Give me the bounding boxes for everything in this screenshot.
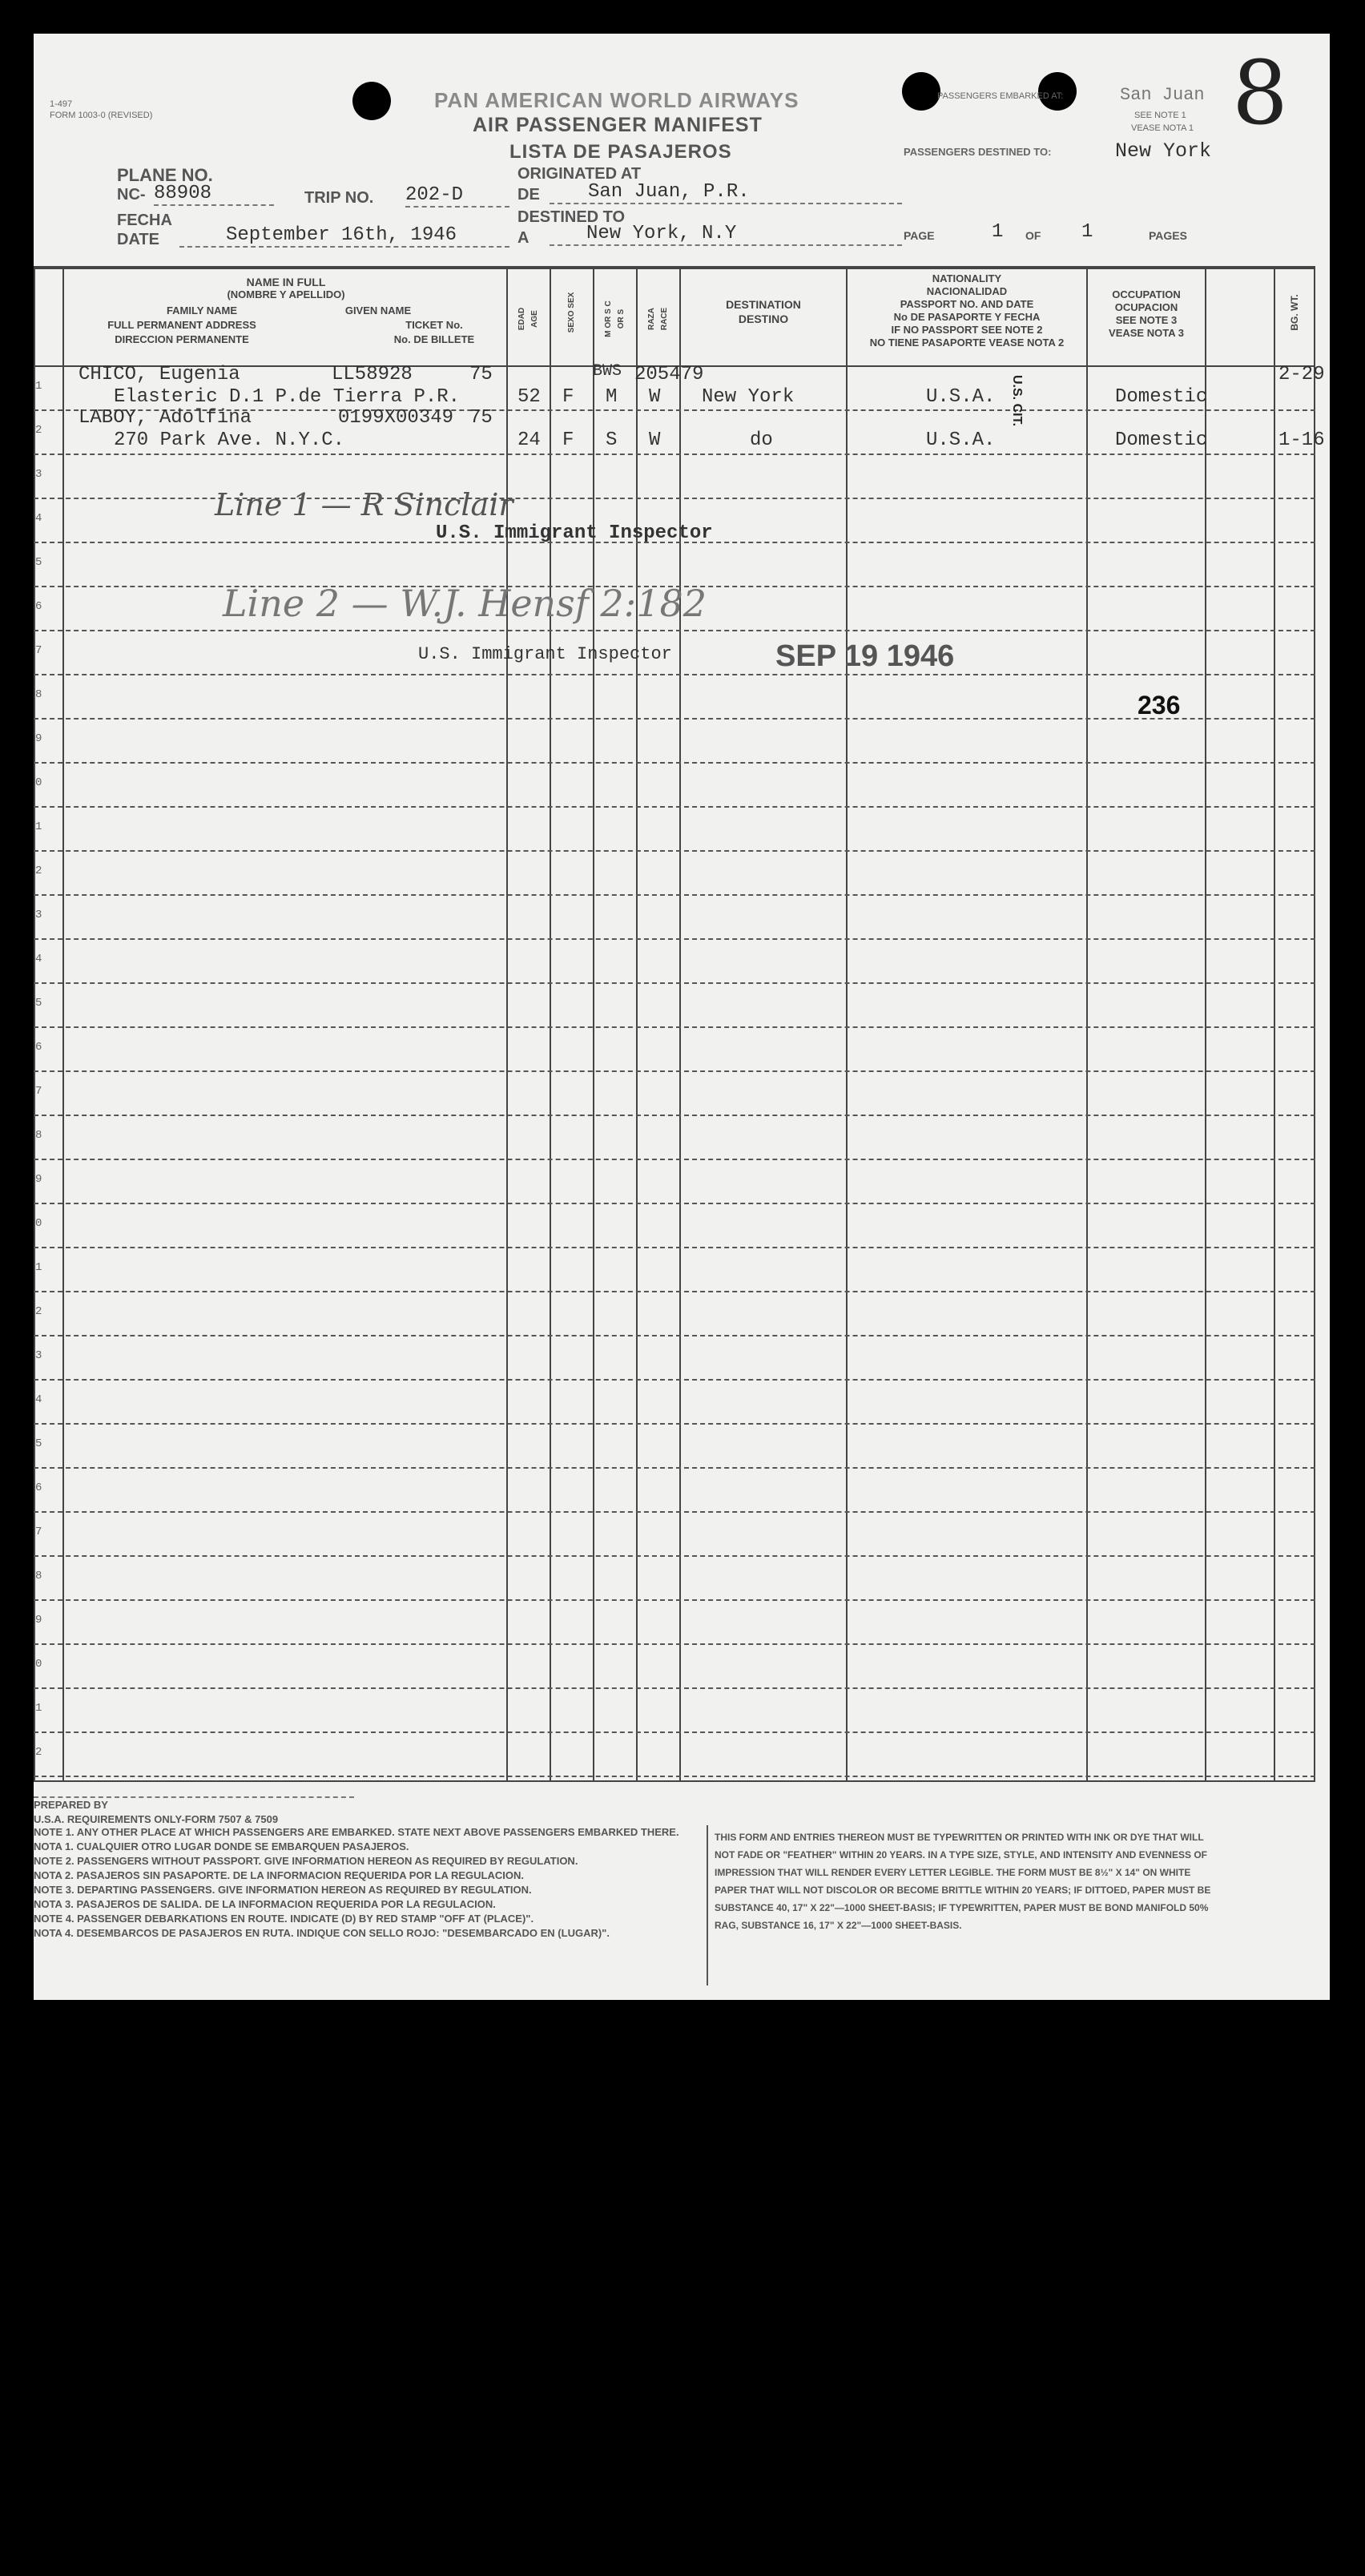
nota2: NOTA 2. PASAJEROS SIN PASAPORTE. DE LA INFORMACION REQUERIDA POR LA REGULACION. — [34, 1869, 525, 1881]
row-number: 5 — [35, 556, 42, 569]
row-divider — [34, 1511, 1315, 1513]
col-nota2: NO TIENE PASAPORTE VEASE NOTA 2 — [869, 337, 1065, 349]
date-stamp: SEP 19 1946 — [775, 639, 955, 673]
see-note: SEE NOTE 1 — [1134, 111, 1186, 120]
citizen-stamp: U.S. CIT. — [1010, 375, 1024, 427]
row-number: 5 — [35, 1437, 42, 1450]
number-stamp: 236 — [1138, 691, 1181, 720]
p2-fare: 75 — [469, 407, 493, 429]
col-pasaporte: No DE PASAPORTE Y FECHA — [893, 311, 1041, 323]
row-divider — [34, 1070, 1315, 1072]
p1-number: 205479 — [634, 364, 704, 385]
row-divider — [34, 762, 1315, 764]
row-number: 9 — [35, 732, 42, 745]
row-divider — [34, 1555, 1315, 1557]
inspector2-stamp: U.S. Immigrant Inspector — [418, 644, 672, 664]
col-note2: IF NO PASSPORT SEE NOTE 2 — [891, 324, 1043, 336]
punch-hole — [352, 82, 391, 120]
row-number: 8 — [35, 688, 42, 701]
row-divider — [34, 1731, 1315, 1733]
row-divider — [34, 454, 1315, 455]
row-number: 0 — [35, 776, 42, 789]
col-age: EDAD AGE — [517, 307, 539, 331]
a-label: A — [517, 229, 529, 247]
row-number: 0 — [35, 1217, 42, 1230]
col-ticket: TICKET No. — [405, 319, 463, 331]
embarked-label: PASSENGERS EMBARKED AT: — [937, 91, 1064, 101]
col-bg: BG. WT. — [1289, 294, 1300, 331]
originated-label: ORIGINATED AT — [517, 165, 642, 183]
destined-to-label: DESTINED TO — [517, 208, 626, 226]
prepared-by: PREPARED BY — [34, 1796, 354, 1812]
row-number: 4 — [35, 512, 42, 525]
col-sex: SEXO SEX — [567, 292, 576, 333]
col-passport: PASSPORT NO. AND DATE — [900, 298, 1034, 310]
plane-label: PLANE NO. — [117, 165, 213, 185]
originated-value: San Juan, P.R. — [550, 181, 902, 204]
row-divider — [34, 850, 1315, 852]
p1-nationality: U.S.A. — [926, 386, 996, 408]
row-number: 3 — [35, 909, 42, 921]
p2-name: LABOY, Adolfina — [79, 407, 252, 429]
nota4: NOTA 4. DESEMBARCOS DE PASAJEROS EN RUTA. INDIQUE CON SELLO ROJO: "DESEMBARCADO EN (LUGAR)". — [34, 1927, 610, 1939]
form-code: 1-497 — [50, 99, 73, 109]
destined-to-value: New York, N.Y — [550, 223, 902, 246]
p1-code: BWS — [593, 362, 622, 381]
page-value: 1 — [992, 221, 1004, 243]
row-number: 7 — [35, 644, 42, 657]
row-number: 6 — [35, 1041, 42, 1054]
p2-destination: do — [750, 429, 773, 451]
col-nota3: VEASE NOTA 3 — [1109, 327, 1184, 339]
col-occupation: OCCUPATION — [1112, 288, 1181, 300]
row-divider — [34, 1687, 1315, 1689]
p2-ticket: 0199X00349 — [338, 407, 454, 429]
page-label: PAGE — [904, 229, 935, 242]
row-divider — [34, 1335, 1315, 1336]
sheet-mark: 8 — [1232, 42, 1288, 144]
row-number: 0 — [35, 1658, 42, 1671]
row-divider — [34, 1599, 1315, 1601]
row-divider — [34, 1247, 1315, 1248]
p2-sex: F — [562, 429, 574, 451]
of-label: OF — [1025, 229, 1041, 242]
plane-prefix: NC- — [117, 186, 146, 204]
row-number: 2 — [35, 424, 42, 437]
row-divider — [34, 1026, 1315, 1028]
row-divider — [34, 1423, 1315, 1425]
p1-fare: 75 — [469, 364, 493, 385]
line1-signature: Line 1 — R Sinclair — [215, 487, 513, 522]
col-nationality: NATIONALITY — [932, 272, 1002, 284]
p1-race: W — [649, 386, 661, 408]
company-name: PAN AMERICAN WORLD AIRWAYS — [434, 88, 799, 112]
row-divider — [34, 894, 1315, 896]
row-number: 9 — [35, 1173, 42, 1186]
row-divider — [34, 1776, 1315, 1777]
date-label: DATE — [117, 231, 159, 248]
row-divider — [34, 982, 1315, 984]
row-number: 1 — [35, 1702, 42, 1715]
row-number: 1 — [35, 380, 42, 393]
destined-label: PASSENGERS DESTINED TO: — [904, 146, 1052, 158]
row-divider — [34, 1115, 1315, 1116]
row-number: 2 — [35, 1746, 42, 1759]
note1: NOTE 1. ANY OTHER PLACE AT WHICH PASSENGERS ARE EMBARKED. STATE NEXT ABOVE PASSENGERS EMBARKED THERE. — [34, 1826, 679, 1838]
note3: NOTE 3. DEPARTING PASSENGERS. GIVE INFORMATION HEREON AS REQUIRED BY REGULATION. — [34, 1884, 532, 1896]
trip-label: TRIP NO. — [304, 189, 374, 207]
p2-occupation: Domestic — [1115, 429, 1208, 451]
p2-address: 270 Park Ave. N.Y.C. — [114, 429, 345, 451]
row-divider — [34, 718, 1315, 720]
p1-address: Elasteric D.1 P.de Tierra P.R. — [114, 386, 461, 408]
row-divider — [34, 806, 1315, 808]
row-divider — [34, 1467, 1315, 1469]
nota3: NOTA 3. PASAJEROS DE SALIDA. DE LA INFORMACION REQUERIDA POR LA REGULACION. — [34, 1898, 496, 1910]
col-family-name: FAMILY NAME — [166, 304, 238, 316]
row-number: 5 — [35, 997, 42, 1010]
row-number: 3 — [35, 1349, 42, 1362]
row-number: 1 — [35, 1261, 42, 1274]
inspector1-stamp: U.S. Immigrant Inspector — [436, 522, 713, 544]
fecha-label: FECHA — [117, 212, 172, 229]
p2-age: 24 — [517, 429, 541, 451]
notes-section — [34, 1796, 1315, 1939]
col-ms: M OR S C OR S — [604, 300, 626, 337]
col-destino: DESTINO — [738, 312, 789, 325]
plane-value: 88908 — [154, 183, 274, 206]
col-nacionalidad: NACIONALIDAD — [926, 285, 1008, 297]
nota1: NOTA 1. CUALQUIER OTRO LUGAR DONDE SE EMBARQUEN PASAJEROS. — [34, 1840, 409, 1852]
row-divider — [34, 630, 1315, 631]
col-name-title: NAME IN FULL — [246, 276, 326, 288]
p2-nationality: U.S.A. — [926, 429, 996, 451]
note4: NOTE 4. PASSENGER DEBARKATIONS EN ROUTE. INDICATE (D) BY RED STAMP "OFF AT (PLACE)". — [34, 1913, 534, 1925]
form-sub: FORM 1003-0 (REVISED) — [50, 111, 153, 120]
row-number: 6 — [35, 600, 42, 613]
row-number: 4 — [35, 953, 42, 965]
vease-nota: VEASE NOTA 1 — [1131, 123, 1194, 133]
row-number: 1 — [35, 820, 42, 833]
col-given-name: GIVEN NAME — [344, 304, 412, 316]
row-divider — [34, 1379, 1315, 1381]
p1-sex: F — [562, 386, 574, 408]
embarked-value: San Juan — [1120, 85, 1205, 105]
p1-ticket: LL58928 — [332, 364, 413, 385]
p1-name: CHICO, Eugenia — [79, 364, 240, 385]
row-divider — [34, 674, 1315, 675]
row-divider — [34, 938, 1315, 940]
row-divider — [34, 1203, 1315, 1204]
passenger-table — [34, 266, 1325, 1780]
manifest-sheet — [34, 34, 1330, 2000]
p2-race: W — [649, 429, 661, 451]
destined-value: New York — [1115, 139, 1212, 163]
col-ocupacion: OCUPACION — [1114, 301, 1178, 313]
p1-occupation: Domestic — [1115, 386, 1208, 408]
row-divider — [34, 1291, 1315, 1292]
row-number: 2 — [35, 865, 42, 877]
date-value: September 16th, 1946 — [179, 224, 509, 248]
p2-bg: 1-16 — [1278, 429, 1325, 451]
pages-label: PAGES — [1149, 229, 1187, 242]
note2: NOTE 2. PASSENGERS WITHOUT PASSPORT. GIVE INFORMATION HEREON AS REQUIRED BY REGULATION. — [34, 1855, 578, 1867]
form-title: AIR PASSENGER MANIFEST — [473, 114, 763, 136]
col-name-sub: (NOMBRE Y APELLIDO) — [227, 288, 345, 300]
trip-value: 202-D — [405, 184, 509, 208]
p1-ms: M — [606, 386, 618, 408]
col-race: RAZA RACE — [647, 307, 669, 331]
punch-hole — [902, 72, 940, 111]
row-divider — [34, 1159, 1315, 1160]
row-number: 7 — [35, 1085, 42, 1098]
p1-age: 52 — [517, 386, 541, 408]
row-number: 4 — [35, 1393, 42, 1406]
row-number: 6 — [35, 1482, 42, 1494]
p1-destination: New York — [702, 386, 795, 408]
print-requirements: THIS FORM AND ENTRIES THEREON MUST BE TYPEWRITTEN OR PRINTED WITH INK OR DYE THAT WILL NOT FADE OR "FEATHER" WITHIN 20 YEARS. IN A TYPE SIZE, STYLE, AND INTENSITY AND EVENNESS OF IMPRESSION THAT WILL RENDER EVERY LETTER LEGIBLE. THE FORM MUST BE 8½" X 14" ON WHITE PAPER THAT WILL NOT DISCOLOR OR BECOME BRITTLE WITHIN 20 YEARS; IF DITTOED, PAPER MUST BE SUBSTANCE 40, 17" X 22"—1000 SHEET-BASIS; IF TYPEWRITTEN, PAPER MUST BE BOND MANIFOLD 50% RAG, SUBSTANCE 16, 17" X 22"—1000 SHEET-BASIS. — [715, 1832, 1211, 1931]
col-direccion: DIRECCION PERMANENTE — [115, 333, 249, 345]
col-destination: DESTINATION — [726, 298, 801, 311]
row-number: 3 — [35, 468, 42, 481]
row-number: 8 — [35, 1570, 42, 1582]
row-number: 7 — [35, 1526, 42, 1538]
form-subtitle: LISTA DE PASAJEROS — [509, 141, 732, 163]
col-note3: SEE NOTE 3 — [1115, 314, 1178, 326]
p1-bg: 2-29 — [1278, 364, 1325, 385]
col-billete: No. DE BILLETE — [393, 333, 475, 345]
row-number: 9 — [35, 1614, 42, 1627]
requirements: U.S.A. REQUIREMENTS ONLY-FORM 7507 & 7509 — [34, 1813, 279, 1825]
p2-ms: S — [606, 429, 618, 451]
line2-signature: Line 2 — W.J. Hensf 2:182 — [223, 582, 707, 625]
col-address: FULL PERMANENT ADDRESS — [107, 319, 256, 331]
row-divider — [34, 1643, 1315, 1645]
de-label: DE — [517, 186, 540, 204]
of-value: 1 — [1081, 221, 1093, 243]
row-number: 8 — [35, 1129, 42, 1142]
row-number: 2 — [35, 1305, 42, 1318]
